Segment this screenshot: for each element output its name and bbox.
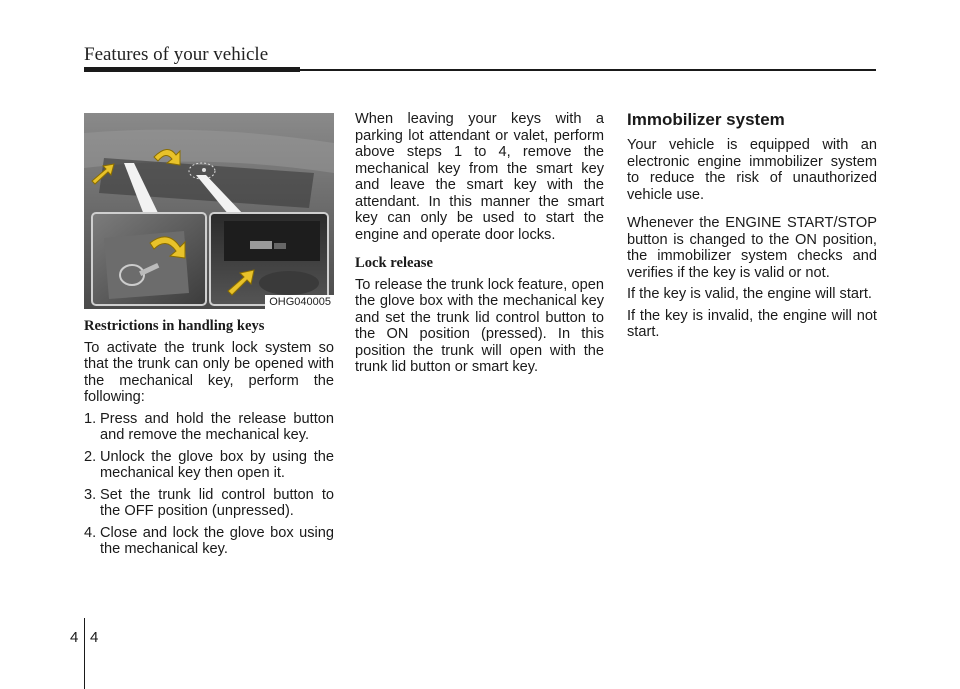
step-text: Set the trunk lid control button to the OFF position (unpressed). [100, 486, 334, 519]
step-number: 3. [84, 486, 97, 503]
step-text: Close and lock the glove box using the mechanical key. [100, 524, 334, 557]
list-item [84, 449, 334, 482]
immobilizer-paragraph-1: Your vehicle is equipped with an electronic engine immobilizer system to reduce the risk of unauthorized vehicle use. [627, 137, 877, 203]
step-text: Press and hold the release button and remove the mechanical key. [100, 410, 334, 443]
immobilizer-paragraph-2: Whenever the ENGINE START/STOP button is changed to the ON position, the immobilizer system checks and verifies if the key is valid or not. [627, 215, 877, 281]
column-left [84, 318, 334, 563]
step-number: 1. [84, 410, 97, 427]
list-item [84, 411, 334, 444]
valet-paragraph: When leaving your keys with a parking lot attendant or valet, perform above steps 1 to 4, remove the mechanical key from the smart key and leave the smart key with the attendant. In this manner the smart key can only be used to start the engine and operate door locks. [355, 111, 604, 243]
restrictions-heading: Restrictions in handling keys [84, 318, 265, 334]
figure-code: OHG040005 [265, 295, 334, 309]
page-number: 4 [90, 629, 99, 646]
immobilizer-heading: Immobilizer system [627, 110, 785, 129]
page-header-title: Features of your vehicle [84, 44, 269, 65]
step-number: 4. [84, 524, 97, 541]
restrictions-steps [84, 411, 334, 558]
lock-release-paragraph: To release the trunk lock feature, open the glove box with the mechanical key and set the trunk lid control button to the ON position (pressed). In this position the trunk will open with the trunk lid button or smart key. [355, 276, 604, 375]
list-item [84, 487, 334, 520]
column-right [627, 111, 877, 346]
lock-release-heading: Lock release [355, 255, 433, 271]
restrictions-intro: To activate the trunk lock system so that the trunk can only be opened with the mechanical key, perform the following: [84, 339, 334, 405]
step-text: Unlock the glove box by using the mechanical key then open it. [100, 448, 334, 481]
immobilizer-paragraph-3: If the key is valid, the engine will start. [627, 286, 872, 302]
page-section-number: 4 [70, 629, 79, 646]
column-middle [355, 111, 604, 381]
footer-divider [84, 618, 85, 689]
header-rule-thick [84, 67, 300, 72]
list-item [84, 525, 334, 558]
immobilizer-paragraph-4: If the key is invalid, the engine will not start. [627, 307, 877, 340]
glove-box-illustration [84, 113, 334, 309]
glove-box-photo [84, 113, 334, 309]
header-rule-thin [300, 69, 876, 71]
step-number: 2. [84, 448, 97, 465]
